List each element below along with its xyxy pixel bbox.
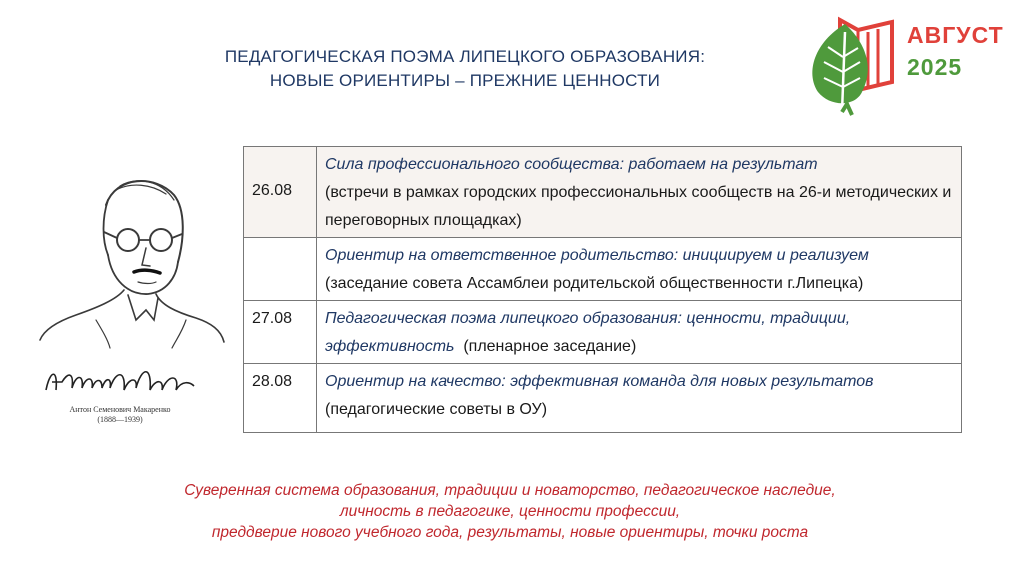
footer-line2: личность в педагогике, ценности профессии,: [339, 503, 681, 520]
portrait-caption: [50, 405, 190, 425]
event-title: Сила профессионального сообщества: работаем на результат: [325, 156, 818, 173]
date-cell: 28.08: [244, 364, 317, 433]
table-row: [244, 238, 962, 301]
event-title: Ориентир на качество: эффективная команда для новых результатов: [325, 373, 874, 390]
schedule-table: [243, 146, 962, 433]
event-cell: [317, 238, 962, 301]
table-row: [244, 147, 962, 238]
event-cell: [317, 147, 962, 238]
event-cell: [317, 364, 962, 433]
footer-note: [60, 480, 960, 543]
page-title: [120, 45, 810, 93]
portrait-image: [36, 170, 226, 350]
footer-line3: преддверие нового учебного года, результаты, новые ориентиры, точки роста: [211, 524, 809, 541]
event-title: Ориентир на ответственное родительство: инициируем и реализуем: [325, 247, 869, 264]
footer-line1: Суверенная система образования, традиции и новаторство, педагогическое наследие,: [184, 482, 836, 499]
logo-text-august: АВГУСТ: [907, 22, 1004, 48]
date-cell: 26.08: [244, 147, 317, 238]
portrait-caption-years: (1888—1939): [97, 415, 143, 424]
page-title-line2: НОВЫЕ ОРИЕНТИРЫ – ПРЕЖНИЕ ЦЕННОСТИ: [269, 71, 661, 90]
event-note: (заседание совета Ассамблеи родительской общественности г.Липецка): [325, 275, 864, 292]
signature-image: [40, 360, 200, 402]
event-note: (педагогические советы в ОУ): [325, 401, 548, 418]
event-note: (пленарное заседание): [463, 338, 637, 355]
table-row: [244, 301, 962, 364]
date-cell: 27.08: [244, 301, 317, 364]
date-cell-empty: [244, 238, 317, 301]
event-title: Педагогическая поэма липецкого образования: ценности, традиции, эффективность: [325, 310, 851, 355]
page-title-line1: ПЕДАГОГИЧЕСКАЯ ПОЭМА ЛИПЕЦКОГО ОБРАЗОВАНИЯ:: [224, 47, 706, 66]
event-note: (встречи в рамках городских профессиональных сообществ на 26-и методических и переговорных площадках): [325, 184, 952, 229]
event-cell: [317, 301, 962, 364]
table-row: [244, 364, 962, 433]
portrait-caption-name: Антон Семенович Макаренко: [69, 405, 171, 414]
logo-text-year: 2025: [907, 54, 963, 80]
